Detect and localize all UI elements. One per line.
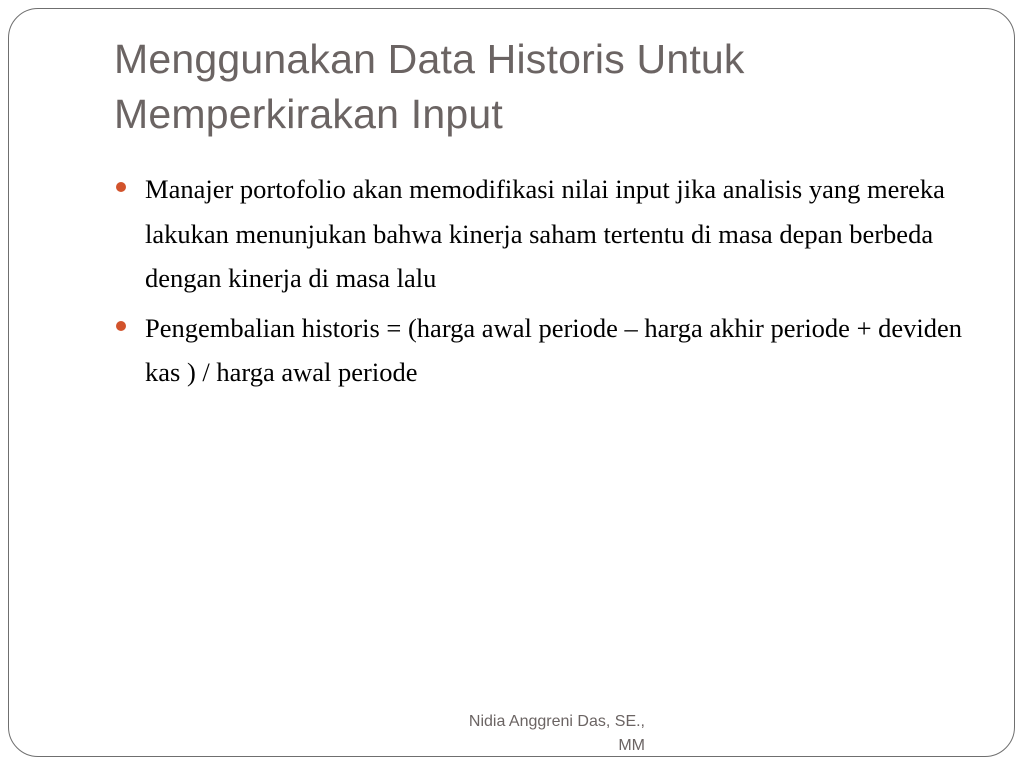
bullet-text: Manajer portofolio akan memodifikasi nilai input jika analisis yang mereka lakukan menunjukan bahwa kinerja saham tertentu di masa depan berbeda dengan kinerja di masa lalu [145, 174, 945, 293]
bullet-list [114, 167, 974, 400]
footer-author-line2: MM [618, 737, 645, 754]
slide-title: Menggunakan Data Historis Untuk Memperkirakan Input [114, 36, 745, 137]
bullet-icon [116, 182, 126, 192]
bullet-item [114, 306, 974, 395]
bullet-text: Pengembalian historis = (harga awal periode – harga akhir periode + deviden kas ) / harga awal periode [145, 312, 963, 387]
slide-footer [400, 710, 645, 758]
bullet-item [114, 167, 974, 301]
bullet-icon [116, 321, 126, 331]
footer-author-line1: Nidia Anggreni Das, SE., [468, 713, 645, 730]
